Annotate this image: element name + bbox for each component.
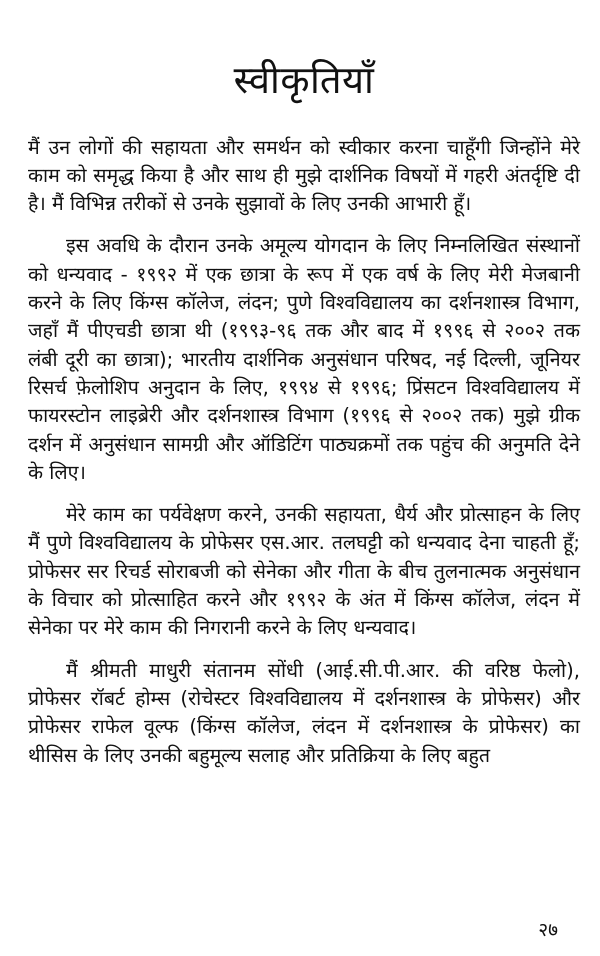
paragraph-supervisors: मेरे काम का पर्यवेक्षण करने, उनकी सहायता, धैर्य और प्रोत्साहन के लिए मैं पुणे विश्वविद्यालय के प्रोफेसर एस.आर. तलघट्टी को धन्यवाद देना चाहती हूँ; प्रोफेसर सर रिचर्ड सोराबजी को सेनेका और गीता के बीच तुलनात्मक अनुसंधान के विचार को प्रोत्साहित करने और १९९२ के अंत में किंग्स कॉलेज, लंदन में सेनेका पर मेरे काम की निगरानी करने के लिए धन्यवाद। xyxy=(28,503,580,640)
page-title: स्वीकृतियाँ xyxy=(233,58,375,102)
paragraph-advisors: मैं श्रीमती माधुरी संतानम सोंधी (आई.सी.पी.आर. की वरिष्ठ फेलो), प्रोफेसर रॉबर्ट होम्स (रोचेस्टर विश्वविद्यालय में दर्शनशास्त्र के प्रोफेसर) और प्रोफेसर राफेल वूल्फ (किंग्स कॉलेज, लंदन में दर्शनशास्त्र के प्रोफेसर) का थीसिस के लिए उनकी बहुमूल्य सलाह और प्रतिक्रिया के लिए बहुत xyxy=(28,658,580,767)
page-body xyxy=(28,134,580,770)
paragraph-acknowledgement-intro: मैं उन लोगों की सहायता और समर्थन को स्वीकार करना चाहूँगी जिन्होंने मेरे काम को समृद्ध किया है और साथ ही मुझे दार्शनिक विषयों में गहरी अंतर्दृष्टि दी है। मैं विभिन्न तरीकों से उनके सुझावों के लिए उनकी आभारी हूँ। xyxy=(28,135,580,216)
paragraph-institutions: इस अवधि के दौरान उनके अमूल्य योगदान के लिए निम्नलिखित संस्थानों को धन्यवाद - १९९२ में एक छात्रा के रूप में एक वर्ष के लिए मेरी मेजबानी करने के लिए किंग्स कॉलेज, लंदन; पुणे विश्वविद्यालय का दर्शनशास्त्र विभाग, जहाँ मैं पीएचडी छात्रा थी (१९९३-९६ तक और बाद में १९९६ से २००२ तक लंबी दूरी का छात्रा); भारतीय दार्शनिक अनुसंधान परिषद, नई दिल्ली, जूनियर रिसर्च फ़ेलोशिप अनुदान के लिए, १९९४ से १९९६; प्रिंसटन विश्वविद्यालय में फायरस्टोन लाइब्रेरी और दर्शनशास्त्र विभाग (१९९६ से २००२ तक) मुझे ग्रीक दर्शन में अनुसंधान सामग्री और ऑडिटिंग पाठ्यक्रमों तक पहुंच की अनुमति देने के लिए। xyxy=(28,234,580,484)
page-number: २७ xyxy=(538,919,558,941)
